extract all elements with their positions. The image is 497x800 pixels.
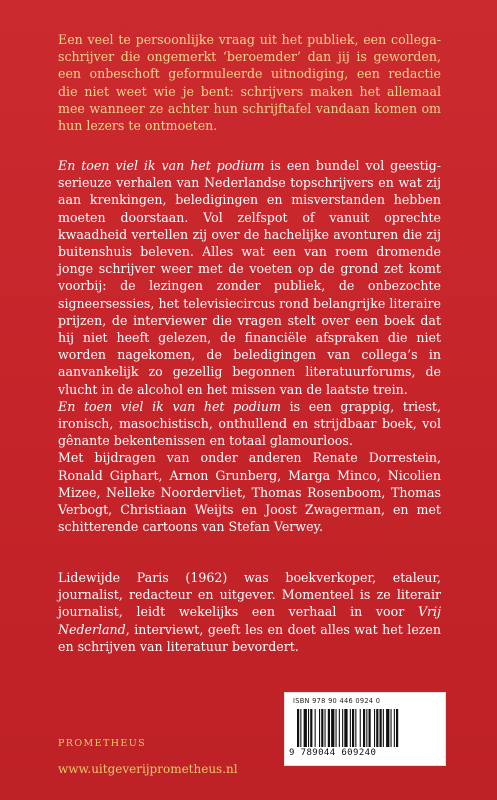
barcode-bar: [308, 709, 309, 747]
barcode-bar: [369, 709, 371, 747]
blurb-paragraph-2: [58, 398, 441, 450]
publisher-logo: PROMETHEUS: [58, 738, 147, 749]
barcode-bar: [391, 709, 392, 747]
publisher-website: www.uitgeverijprometheus.nl: [58, 762, 238, 776]
barcode-bar: [300, 709, 301, 747]
barcode: [295, 709, 435, 747]
barcode-bar: [344, 709, 347, 747]
barcode-bar: [376, 709, 378, 747]
blurb-paragraph-1: [58, 157, 441, 398]
book-title: En toen viel ik van het podium: [58, 158, 265, 173]
barcode-bar: [342, 709, 343, 747]
barcode-bar: [304, 709, 307, 747]
barcode-bar: [328, 709, 330, 747]
barcode-box: [284, 692, 446, 766]
book-title-repeat: En toen viel ik van het podium: [58, 398, 281, 414]
barcode-bar: [394, 709, 395, 747]
author-bio: [58, 569, 441, 655]
barcode-bar: [396, 709, 398, 747]
contributors-paragraph: Met bijdragen van onder anderen Renate Dorrestein, Ronald Giphart, Arnon Grunberg, Marga Minco, Nicolien Mizee, Nelleke Noordervliet, Thomas Rosenboom, Thomas Verbogt, Christiaan Weijts en Joost Zwagerman, en met schitterende cartoons van Stefan Verwey.: [58, 450, 441, 535]
barcode-bar: [374, 709, 375, 747]
intro-paragraph: Een veel te persoonlijke vraag uit het publiek, een collega-schrijver die ongemerkt ‘beroemder’ dan jij is geworden, een onbeschoft geformuleerde uitnodiging, een redactie die niet weet wie je bent: schrijvers maken het allemaal mee wanneer ze achter hun schrijftafel vandaan komen om hun lezers te ontmoeten.: [58, 32, 441, 134]
barcode-bar: [321, 709, 323, 747]
author-bio-text-end: , interviewt, geeft les en doet alles wat het lezen en schrijven van literatuur bevordert.: [58, 621, 441, 654]
barcode-bar: [310, 709, 312, 747]
barcode-bar: [366, 709, 367, 747]
barcode-bar: [355, 709, 356, 747]
barcode-bar: [315, 709, 316, 747]
blurb-text-2: is een grappig, triest, ironisch, masochistisch, onthullend en strijdbaar boek, vol gênante bekentenissen en totaal glamourloos.: [58, 398, 441, 449]
barcode-bar: [331, 709, 334, 747]
barcode-bar: [336, 709, 337, 747]
barcode-bar: [339, 709, 340, 747]
barcode-bar: [360, 709, 361, 747]
isbn-label: ISBN 978 90 446 0924 0: [293, 697, 381, 705]
barcode-bar: [325, 709, 326, 747]
barcode-bar: [352, 709, 354, 747]
blurb-text-1: is een bundel vol geestig-serieuze verhalen van Nederlandse topschrijvers en wat zij aan krenkingen, beledigingen en misverstanden hebben moeten doorstaan. Vol zelfspot of vanuit oprechte kwaadheid vertellen zij over de hachelijke avonturen die zij buitenshuis beleven. Alles wat een van roem dromende jonge schrijver weer met de voeten op de grond zet komt voorbij: de lezingen zonder publiek, de onbezochte signeersessies, het televisiecircus rond belangrijke literaire prijzen, de interviewer die vragen stelt over een boek dat hij niet heeft gelezen, de financiële afspraken die niet worden nagekomen, de beledigingen van collega’s in aanvankelijk zo gezellig begonnen literatuurforums, de vlucht in de alcohol en het missen van de laatste trein.: [58, 158, 441, 397]
barcode-bar: [297, 709, 299, 747]
magazine-title: Vrij Nederland: [58, 604, 441, 637]
barcode-bar: [380, 709, 382, 747]
barcode-bar: [386, 709, 389, 747]
barcode-bar: [350, 709, 351, 747]
barcode-bar: [383, 709, 384, 747]
barcode-digits: 9 789044 609240: [289, 748, 377, 758]
author-bio-text: Lidewijde Paris (1962) was boekverkoper, etaleur, journalist, redacteur en uitgever. Momenteel is ze literair journalist, leidt wekelijks een verhaal in voor: [58, 570, 441, 620]
barcode-bar: [319, 709, 320, 747]
barcode-bar: [363, 709, 365, 747]
blurb: [58, 157, 441, 535]
